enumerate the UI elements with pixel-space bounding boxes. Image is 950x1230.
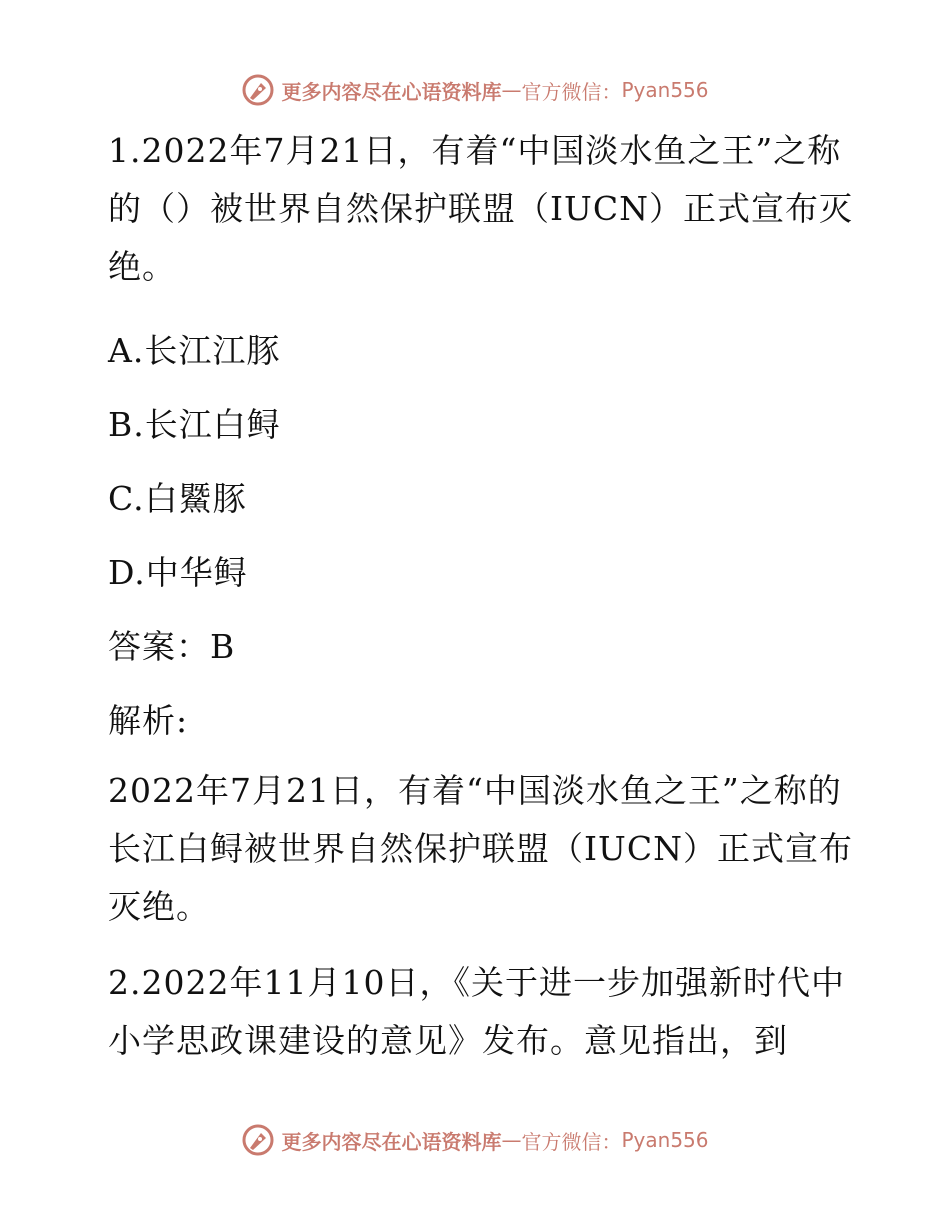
question-2-stem: 2.2022年11月10日，《关于进一步加强新时代中小学思政课建设的意见》发布。意见指出，到 [108, 963, 845, 1060]
option-c: C.白鱀豚 [108, 479, 247, 518]
option-b: B.长江白鲟 [108, 405, 281, 444]
analysis-label: 解析: [108, 701, 189, 740]
banner-wechat-id: Pyan556 [621, 78, 709, 102]
pen-nib-icon [241, 1123, 275, 1157]
option-d: D.中华鲟 [108, 553, 248, 592]
banner-subtitle: 官方微信： [521, 79, 622, 104]
pen-nib-icon [241, 73, 275, 107]
banner-title: 更多内容尽在心语资料库 [281, 79, 502, 104]
answer: 答案：B [108, 627, 236, 666]
analysis-text: 2022年7月21日，有着“中国淡水鱼之王”之称的长江白鲟被世界自然保护联盟（IUCN）正式宣布灭绝。 [108, 771, 853, 926]
banner-separator: — [501, 78, 522, 102]
option-a: A.长江江豚 [108, 331, 281, 370]
document-body [98, 122, 858, 1070]
header-banner [0, 70, 950, 110]
banner-separator: — [501, 1128, 522, 1152]
banner-wechat-id: Pyan556 [621, 1128, 709, 1152]
footer-banner [0, 1120, 950, 1160]
banner-title: 更多内容尽在心语资料库 [281, 1129, 502, 1154]
question-1-stem: 1.2022年7月21日，有着“中国淡水鱼之王”之称的（）被世界自然保护联盟（IUCN）正式宣布灭绝。 [108, 131, 853, 286]
banner-subtitle: 官方微信： [521, 1129, 622, 1154]
